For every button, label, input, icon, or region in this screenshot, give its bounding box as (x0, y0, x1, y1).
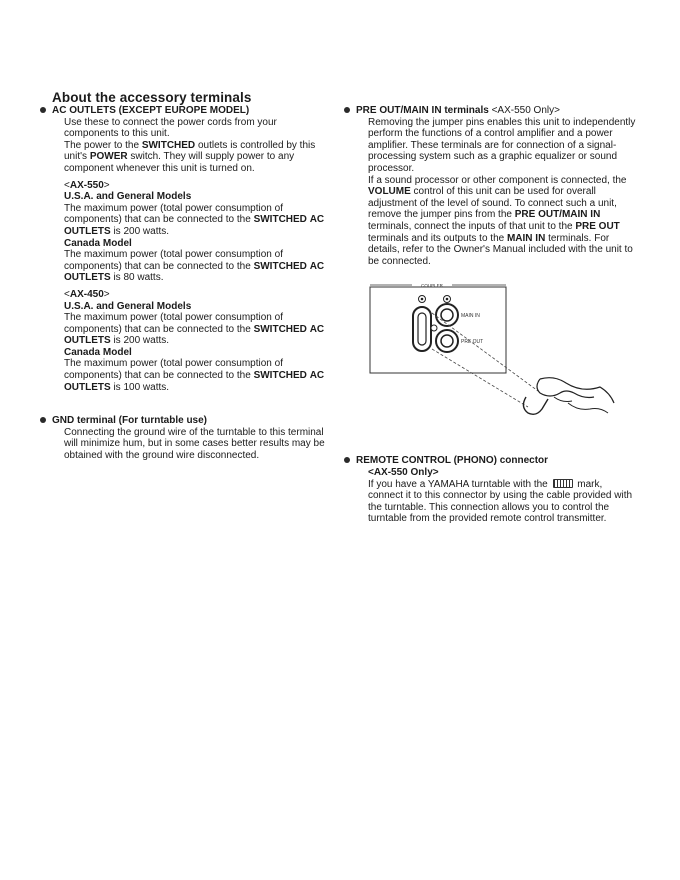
bullet-icon (344, 457, 350, 463)
jumper-pin-illustration (368, 279, 528, 419)
pre-out-p2: If a sound processor or other component is connected, the VOLUME control of this unit can be used for overall adjustment of the level of sound. To connect such a unit, remove the jumper pins from the PRE OUT/MAIN IN terminals, connect the inputs of that unit to the PRE OUT terminals and its outputs to the MAIN IN terminals. For details, refer to the Owner's Manual included with the unit to be connected. (368, 174, 633, 267)
can450-text: The maximum power (total power consumption of components) that can be connected to the SWITCHED AC OUTLETS is 100 watts. (64, 358, 325, 393)
bullet-icon (344, 107, 350, 113)
remote-title: REMOTE CONTROL (PHONO) connector (344, 455, 638, 467)
ac-switch-text: The power to the SWITCHED outlets is controlled by this unit's POWER switch. They will supply power to any component whenever this unit is turned on. (64, 139, 316, 174)
gnd-title: GND terminal (For turntable use) (40, 415, 334, 427)
main-in-jacks (436, 304, 458, 326)
ac-outlets-title: AC OUTLETS (EXCEPT EUROPE MODEL) (40, 105, 334, 117)
page-heading: About the accessory terminals (52, 90, 252, 105)
usa-model-heading-450: U.S.A. and General Models (64, 300, 192, 312)
right-column (356, 105, 638, 525)
canada-model-heading: Canada Model (64, 237, 132, 249)
hand-outline (540, 378, 614, 403)
usa550-text: The maximum power (total power consumption of components) that can be connected to the SWITCHED AC OUTLETS is 200 watts. (64, 202, 325, 237)
ac-outlets-body (52, 117, 334, 394)
yamaha-remote-mark-icon (553, 479, 573, 488)
ax550-tag: <AX-550> (64, 179, 110, 191)
remote-body (356, 467, 638, 525)
jumper-pin (413, 307, 431, 351)
jumper-diagram (368, 279, 618, 424)
pre-out-body (356, 117, 638, 456)
usa450-text: The maximum power (total power consumption of components) that can be connected to the SWITCHED AC OUTLETS is 200 watts. (64, 312, 325, 347)
pre-out-p1: Removing the jumper pins enables this unit to independently perform the functions of a control amplifier and a power amplifier. These terminals are for connection of a signal-processing system such as a graphic equalizer or sound processor. (368, 116, 636, 174)
canada-model-heading-450: Canada Model (64, 346, 132, 358)
can550-text: The maximum power (total power consumption of components) that can be connected to the SWITCHED AC OUTLETS is 80 watts. (64, 249, 325, 284)
bullet-icon (40, 417, 46, 423)
left-column (52, 105, 334, 462)
pre-out-jacks (436, 330, 458, 352)
usa-model-heading: U.S.A. and General Models (64, 191, 192, 203)
bullet-icon (40, 107, 46, 113)
main-in-label: MAIN IN (461, 313, 480, 320)
pre-out-title: PRE OUT/MAIN IN terminals <AX-550 Only> (344, 105, 638, 117)
remote-subtitle: <AX-550 Only> (368, 466, 439, 478)
gnd-text: Connecting the ground wire of the turntable to this terminal will minimize hum, but in some cases better results may be obtained with the ground wire disconnected. (64, 426, 325, 462)
remote-text: If you have a YAMAHA turntable with the mark, connect it to this connector by using the cable provided with the turntable. This connection allows you to control the turntable from the provided remote control transmitter. (368, 478, 633, 525)
pre-out-label: PRE OUT (461, 339, 484, 346)
ax450-tag: <AX-450> (64, 288, 110, 300)
panel-outline (370, 287, 506, 373)
removed-jumper (523, 397, 548, 414)
ac-intro: Use these to connect the power cords from your components to this unit. (64, 116, 277, 140)
gnd-body (52, 427, 334, 462)
coupler-label: COUPLER (421, 283, 443, 289)
